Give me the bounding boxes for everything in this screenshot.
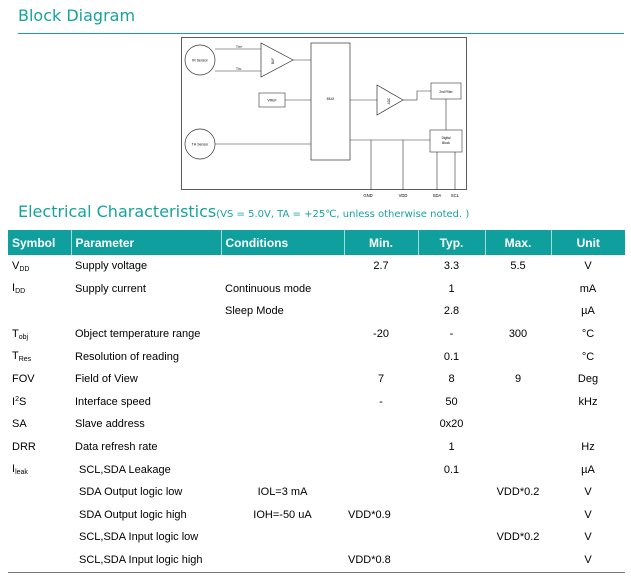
parameter-cell: Supply voltage bbox=[75, 260, 148, 273]
typ-cell: 0.1 bbox=[443, 350, 460, 363]
filter-label: 2nd Filter bbox=[439, 90, 453, 94]
table-row bbox=[8, 368, 625, 391]
max-cell bbox=[485, 391, 551, 414]
conditions-cell bbox=[221, 368, 344, 391]
table-row bbox=[8, 481, 625, 504]
unit-cell: °C bbox=[581, 350, 595, 363]
symbol-rest: S bbox=[18, 395, 27, 408]
block-diagram-title: Block Diagram bbox=[18, 6, 136, 25]
min-cell bbox=[344, 278, 418, 301]
electrical-characteristics-title bbox=[18, 202, 469, 221]
symbol-main: I bbox=[12, 395, 16, 408]
min-cell bbox=[344, 436, 418, 459]
adc-label: ADC bbox=[387, 97, 391, 105]
typ-cell: 8 bbox=[448, 373, 455, 386]
max-cell: 5.5 bbox=[510, 260, 526, 273]
conditions-cell: Sleep Mode bbox=[225, 305, 284, 318]
conditions-cell: IOH=-50 uA bbox=[253, 508, 312, 521]
table-row bbox=[8, 504, 625, 527]
min-cell: - bbox=[379, 395, 383, 408]
electrical-characteristics-table bbox=[8, 230, 625, 571]
symbol-cell bbox=[8, 323, 71, 346]
max-cell: 9 bbox=[514, 373, 522, 386]
min-cell bbox=[344, 481, 418, 504]
parameter-cell: Object temperature range bbox=[75, 328, 201, 341]
unit-cell: µA bbox=[581, 463, 595, 476]
symbol-subscript: Res bbox=[18, 356, 32, 364]
min-cell bbox=[344, 300, 418, 323]
unit-cell: Deg bbox=[577, 373, 599, 386]
gnd-label: GND bbox=[363, 193, 373, 198]
unit-cell: mA bbox=[579, 282, 597, 295]
parameter-cell: Interface speed bbox=[75, 395, 151, 408]
header-parameter: Parameter bbox=[71, 230, 221, 255]
symbol-cell bbox=[8, 458, 71, 481]
symbol-main: FOV bbox=[12, 373, 35, 386]
ir-sensor-label: IR Sensor bbox=[192, 58, 208, 63]
unit-cell: Hz bbox=[581, 441, 595, 454]
symbol-cell bbox=[8, 300, 71, 323]
conditions-cell bbox=[221, 549, 344, 572]
max-cell bbox=[485, 345, 551, 368]
parameter-cell: Field of View bbox=[75, 373, 138, 386]
min-cell bbox=[344, 413, 418, 436]
table-row bbox=[8, 255, 625, 278]
table-row bbox=[8, 436, 625, 459]
symbol-cell bbox=[8, 436, 71, 459]
unit-cell: V bbox=[584, 554, 592, 567]
header-typ: Typ. bbox=[418, 230, 485, 255]
symbol-superscript: 2 bbox=[15, 395, 19, 403]
min-cell bbox=[344, 526, 418, 549]
min-cell: 7 bbox=[377, 373, 385, 386]
max-cell bbox=[485, 278, 551, 301]
vdd-label: VDD bbox=[398, 193, 408, 198]
conditions-cell bbox=[221, 323, 344, 346]
parameter-cell: SDA Output logic high bbox=[79, 508, 187, 521]
amp-label: BUF bbox=[271, 57, 275, 65]
unit-cell: V bbox=[584, 260, 592, 273]
symbol-cell bbox=[8, 255, 71, 278]
typ-cell bbox=[418, 504, 485, 527]
symbol-main: T bbox=[12, 327, 19, 340]
min-cell bbox=[344, 345, 418, 368]
conditions-cell: IOL=3 mA bbox=[257, 486, 308, 499]
table-row bbox=[8, 413, 625, 436]
conditions-cell bbox=[221, 436, 344, 459]
header-max: Max. bbox=[485, 230, 551, 255]
tin-minus-label: TIn- bbox=[236, 67, 242, 71]
conditions-cell bbox=[221, 345, 344, 368]
symbol-subscript: obj bbox=[18, 333, 29, 341]
table-bottom-rule bbox=[8, 572, 625, 573]
symbol-subscript: DD bbox=[15, 288, 26, 296]
typ-cell: 2.8 bbox=[443, 305, 460, 318]
conditions-cell bbox=[221, 413, 344, 436]
unit-cell: V bbox=[584, 531, 592, 544]
conditions-cell: Continuous mode bbox=[225, 282, 312, 295]
min-cell: 2.7 bbox=[373, 260, 389, 273]
symbol-main: V bbox=[12, 259, 20, 272]
unit-cell: V bbox=[584, 486, 592, 499]
header-conditions: Conditions bbox=[221, 230, 344, 255]
min-cell bbox=[344, 458, 418, 481]
tin-plus-label: TIn+ bbox=[236, 45, 243, 49]
title-rule bbox=[18, 33, 624, 34]
table-header-row bbox=[8, 230, 625, 255]
unit-cell: µA bbox=[581, 305, 595, 318]
max-cell bbox=[485, 549, 551, 572]
table-row bbox=[8, 278, 625, 301]
scl-label: SCL bbox=[450, 193, 460, 198]
table-row bbox=[8, 300, 625, 323]
symbol-cell bbox=[8, 504, 71, 527]
symbol-cell bbox=[8, 391, 71, 414]
symbol-main: I bbox=[12, 463, 16, 476]
symbol-cell bbox=[8, 413, 71, 436]
block-diagram bbox=[181, 37, 467, 200]
table-row bbox=[8, 323, 625, 346]
unit-cell: °C bbox=[581, 328, 595, 341]
max-cell: VDD*0.2 bbox=[496, 486, 540, 499]
parameter-cell: SCL,SDA Leakage bbox=[79, 463, 171, 476]
typ-cell bbox=[418, 526, 485, 549]
parameter-cell bbox=[71, 300, 221, 323]
digital-label: Digital bbox=[441, 136, 451, 140]
th-sensor-label: TH Sensor bbox=[191, 142, 209, 147]
symbol-cell bbox=[8, 549, 71, 572]
typ-cell: 3.3 bbox=[443, 260, 460, 273]
max-cell bbox=[485, 436, 551, 459]
header-min: Min. bbox=[344, 230, 418, 255]
table-row bbox=[8, 391, 625, 414]
unit-cell: V bbox=[584, 508, 592, 521]
symbol-main: SA bbox=[12, 418, 27, 431]
conditions-cell bbox=[221, 391, 344, 414]
symbol-cell bbox=[8, 368, 71, 391]
parameter-cell: SCL,SDA Input logic high bbox=[79, 554, 203, 567]
unit-cell: kHz bbox=[578, 395, 598, 408]
header-unit: Unit bbox=[551, 230, 625, 255]
typ-cell: - bbox=[449, 328, 454, 341]
header-symbol: Symbol bbox=[8, 230, 71, 255]
min-cell: -20 bbox=[373, 328, 389, 341]
symbol-cell bbox=[8, 481, 71, 504]
table-row bbox=[8, 526, 625, 549]
elec-subtitle: (VS = 5.0V, TA = +25℃, unless otherwise noted. ) bbox=[216, 209, 470, 220]
block-label: Block bbox=[442, 141, 450, 145]
typ-cell bbox=[418, 549, 485, 572]
min-cell: VDD*0.9 bbox=[348, 508, 391, 521]
symbol-subscript: leak bbox=[15, 469, 28, 477]
max-cell bbox=[485, 504, 551, 527]
vref-label: VREF bbox=[267, 98, 277, 103]
symbol-main: I bbox=[12, 282, 16, 295]
typ-cell: 0x20 bbox=[439, 418, 464, 431]
parameter-cell: Supply current bbox=[75, 282, 146, 295]
sda-label: SDA bbox=[432, 193, 442, 198]
conditions-cell bbox=[221, 526, 344, 549]
typ-cell: 0.1 bbox=[443, 463, 460, 476]
max-cell bbox=[485, 300, 551, 323]
table-row bbox=[8, 345, 625, 368]
unit-cell bbox=[551, 413, 625, 436]
symbol-main: T bbox=[12, 350, 19, 363]
symbol-cell bbox=[8, 345, 71, 368]
typ-cell: 1 bbox=[448, 441, 455, 454]
parameter-cell: Data refresh rate bbox=[75, 441, 158, 454]
max-cell: 300 bbox=[508, 328, 528, 341]
typ-cell: 1 bbox=[448, 282, 455, 295]
parameter-cell: Resolution of reading bbox=[75, 350, 179, 363]
symbol-cell bbox=[8, 526, 71, 549]
parameter-cell: SCL,SDA Input logic low bbox=[79, 531, 199, 544]
parameter-cell: Slave address bbox=[75, 418, 145, 431]
max-cell bbox=[485, 458, 551, 481]
max-cell: VDD*0.2 bbox=[496, 531, 540, 544]
conditions-cell bbox=[221, 255, 344, 278]
max-cell bbox=[485, 413, 551, 436]
symbol-main: DRR bbox=[12, 441, 36, 454]
mux-label: MUX bbox=[326, 97, 335, 101]
min-cell: VDD*0.8 bbox=[348, 554, 391, 567]
symbol-cell bbox=[8, 278, 71, 301]
symbol-subscript: DD bbox=[19, 265, 30, 273]
table-row bbox=[8, 458, 625, 481]
mux-box bbox=[311, 43, 350, 160]
conditions-cell bbox=[221, 458, 344, 481]
table-row bbox=[8, 549, 625, 572]
typ-cell: 50 bbox=[445, 395, 458, 408]
elec-title-text: Electrical Characteristics bbox=[18, 202, 217, 221]
typ-cell bbox=[418, 481, 485, 504]
parameter-cell: SDA Output logic low bbox=[79, 486, 183, 499]
